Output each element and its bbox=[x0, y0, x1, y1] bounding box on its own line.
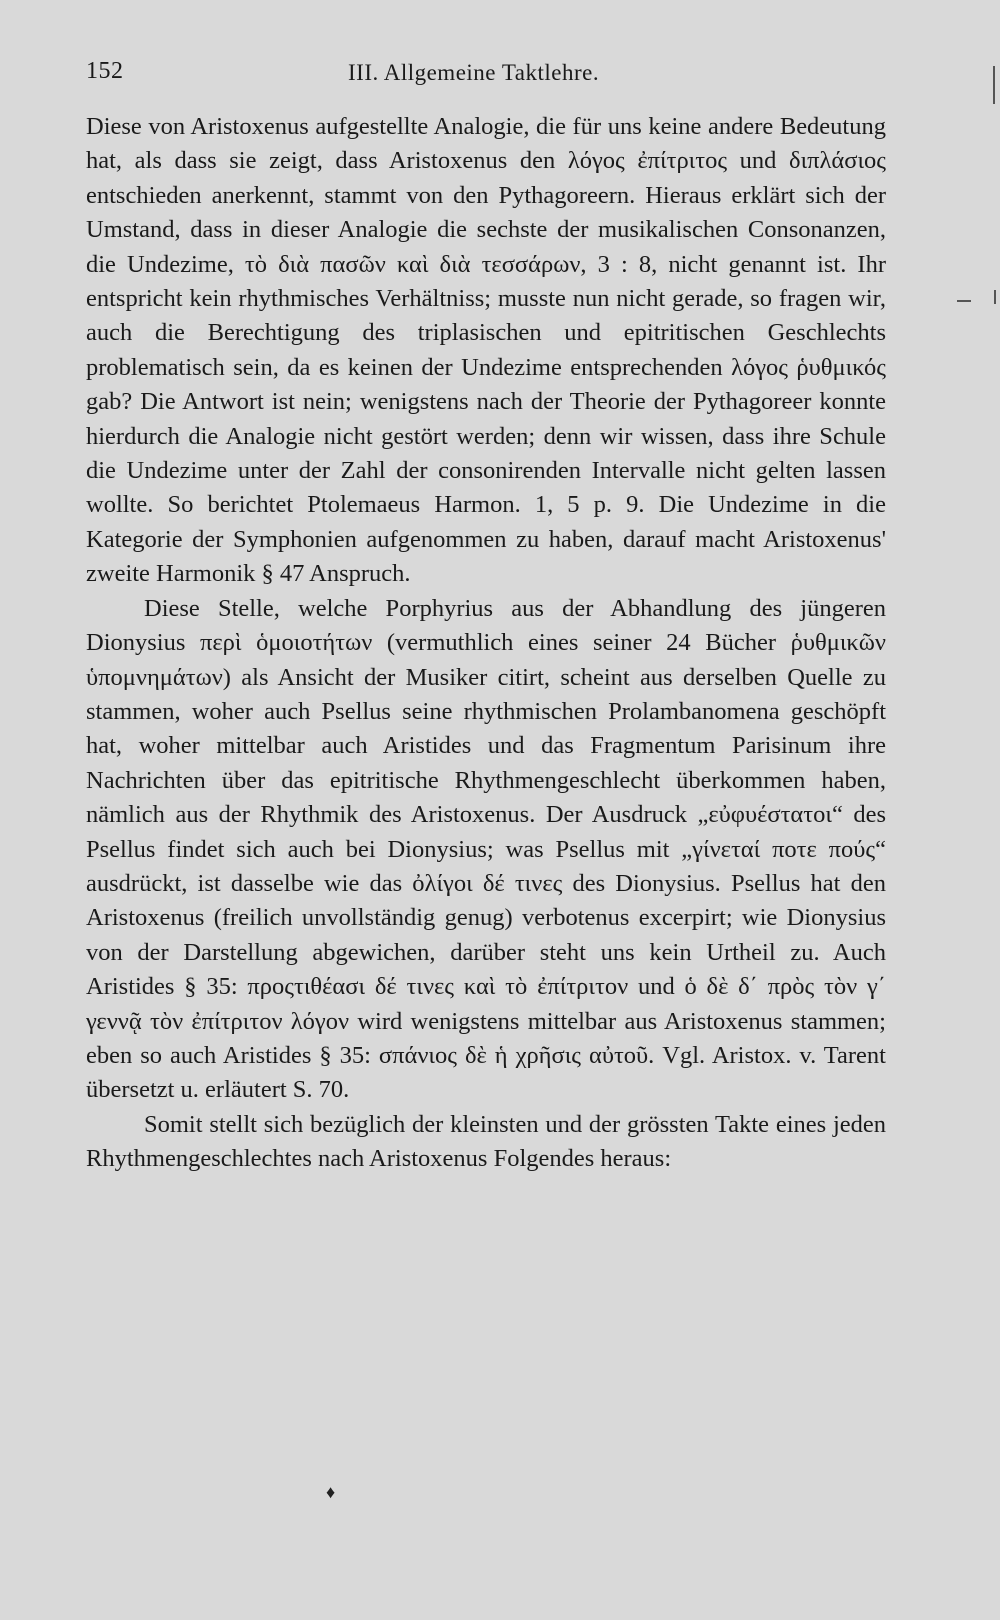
page-header bbox=[86, 58, 886, 92]
paragraph-3: Somit stellt sich bezüglich der kleinsten und der grössten Takte eines jeden Rhythmengeschlechtes nach Aristoxenus Folgendes heraus: bbox=[86, 1110, 886, 1173]
paragraph-2: Diese Stelle, welche Porphyrius aus der Abhandlung des jüngeren Dionysius περὶ ὁμοιοτήτων (vermuthlich eines seiner 24 Bücher ῥυθμικῶν ὑπομνημάτων) als Ansicht der Musiker citirt, scheint aus derselben Quelle zu stammen, woher auch Psellus seine rhythmischen Prolambanomena geschöpft hat, woher mittelbar auch Aristides und das Fragmentum Parisinum ihre Nachrichten über das epitritische Rhythmengeschlecht überkommen haben, nämlich aus der Rhythmik des Aristoxenus. Der Ausdruck „εὐφυέστατοι“ des Psellus findet sich auch bei Dionysius; was Psellus mit „γίνεταί ποτε πούς“ ausdrückt, ist dasselbe wie das ὀλίγοι δέ τινες des Dionysius. Psellus hat den Aristoxenus (freilich unvollständig genug) verbotenus excerpirt; wie Dionysius von der Darstellung abgewichen, darüber steht uns kein Urtheil zu. Auch Aristides § 35: προςτιθέασι δέ τινες καὶ τὸ ἐπίτριτον und ὁ δὲ δ΄ πρὸς τὸν γ΄ γεννᾷ τὸν ἐπίτριτον λόγον wird wenigstens mittelbar aus Aristoxenus stammen; eben so auch Aristides § 35: σπάνιος δὲ ἡ χρῆσις αὐτοῦ. Vgl. Aristox. v. Tarent übersetzt u. erläutert S. 70. bbox=[86, 594, 886, 1104]
page-number: 152 bbox=[86, 58, 124, 84]
scan-speck: ♦ bbox=[326, 1482, 336, 1502]
paragraph-1: Diese von Aristoxenus aufgestellte Analogie, die für uns keine andere Bedeutung hat, als dass sie zeigt, dass Aristoxenus den λόγος ἐπίτριτος und διπλάσιος entschieden anerkennt, stammt von den Pythagoreern. Hieraus erklärt sich der Umstand, dass in dieser Analogie die sechste der musikalischen Consonanzen, die Undezime, τὸ διὰ πασῶν καὶ διὰ τεσσάρων, 3 : 8, nicht genannt ist. Ihr entspricht kein rhythmisches Verhältniss; musste nun nicht gerade, so fragen wir, auch die Berechtigung des triplasischen und epitritischen Geschlechts problematisch sein, da es keinen der Undezime entsprechenden λόγος ῥυθμικός gab? Die Antwort ist nein; wenigstens nach der Theorie der Pythagoreer konnte hierdurch die Analogie nicht gestört werden; denn wir wissen, dass ihre Schule die Undezime unter der Zahl der consonirenden Intervalle nicht gelten lassen wollte. So berichtet Ptolemaeus Harmon. 1, 5 p. 9. Die Undezime in die Kategorie der Symphonien aufgenommen zu haben, darauf macht Aristoxenus' zweite Harmonik § 47 Anspruch. bbox=[86, 113, 886, 588]
running-head: III. Allgemeine Taktlehre. bbox=[348, 60, 600, 85]
scan-edge-mark bbox=[957, 300, 971, 302]
scan-edge-mark bbox=[994, 290, 996, 304]
body-text bbox=[86, 110, 886, 1177]
scan-edge-mark bbox=[993, 66, 995, 104]
